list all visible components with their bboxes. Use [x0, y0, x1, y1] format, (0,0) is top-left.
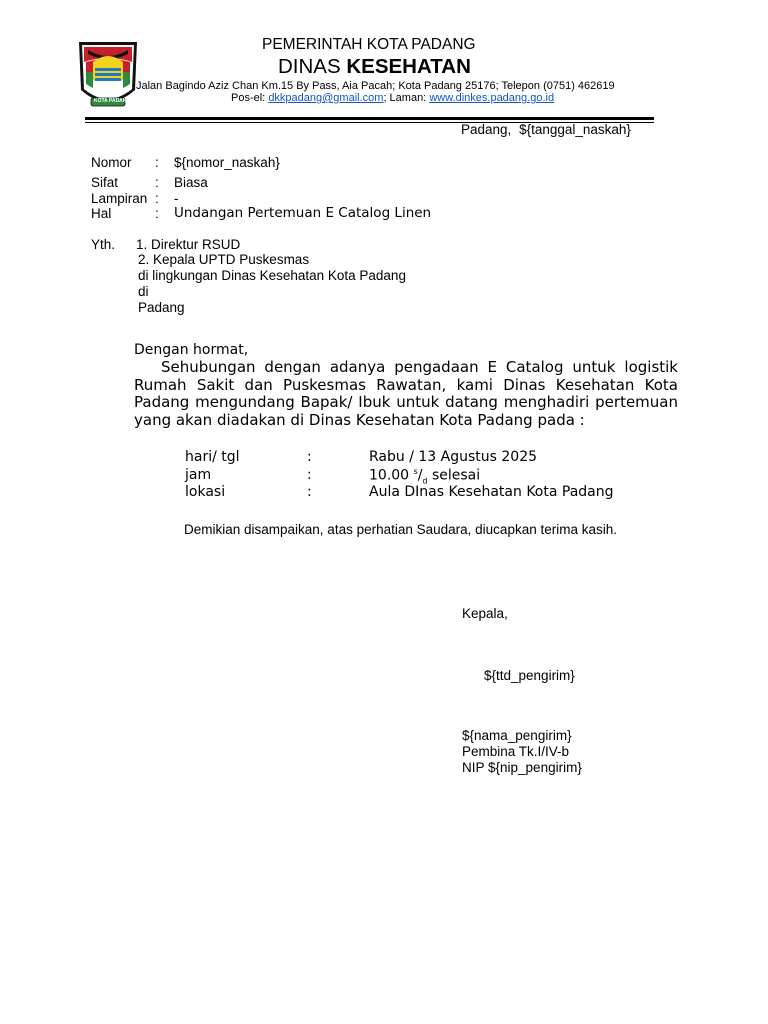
meta-label-lampiran: Lampiran [91, 191, 148, 206]
recipient-line-4: di [138, 284, 149, 299]
place: Padang, [461, 122, 512, 137]
city-emblem-logo [77, 40, 139, 112]
recipient-line-5: Padang [138, 300, 185, 315]
time-d-sub: d [422, 476, 428, 486]
meta-sep-lampiran: : [155, 191, 159, 206]
website-link[interactable]: www.dinkes.padang.go.id [429, 92, 555, 104]
meta-sep-sifat: : [155, 175, 159, 190]
email-link[interactable]: dkkpadang@gmail.com [268, 92, 384, 104]
schedule-value-location: Aula DInas Kesehatan Kota Padang [369, 484, 614, 500]
closing-sentence: Demikian disampaikan, atas perhatian Saudara, diucapkan terima kasih. [184, 522, 617, 537]
signer-name: ${nama_pengirim} [462, 728, 572, 743]
time-slash: / [417, 467, 423, 484]
time-end: selesai [427, 467, 481, 484]
meta-value-sifat: Biasa [174, 175, 208, 190]
greeting: Dengan hormat, [134, 342, 249, 358]
letterhead-divider-thick [85, 117, 654, 120]
signer-rank: Pembina Tk.I/IV-b [462, 744, 570, 759]
meta-value-hal: Undangan Pertemuan E Catalog Linen [174, 205, 432, 221]
recipient-line-3: di lingkungan Dinas Kesehatan Kota Padang [138, 268, 406, 283]
body-paragraph: Sehubungan dengan adanya pengadaan E Catalog untuk logistik Rumah Sakit dan Puskesmas Rawatan, kami Dinas Kesehatan Kota Padang mengundang Bapak/ Ibuk untuk datang menghadiri pertemuan yang akan diadakan di Dinas Kesehatan Kota Padang pada : [134, 358, 678, 429]
time-start: 10.00 [369, 467, 414, 484]
schedule-value-day: Rabu / 13 Agustus 2025 [369, 449, 538, 465]
schedule-sep-time: : [307, 467, 312, 483]
signature-ttd-placeholder: ${ttd_pengirim} [484, 668, 575, 683]
recipient-line-1: 1. Direktur RSUD [136, 237, 241, 252]
place-date [461, 122, 631, 137]
letterhead-agency-name [278, 55, 471, 79]
letterhead-government-name: PEMERINTAH KOTA PADANG [262, 36, 476, 53]
web-label: ; Laman: [383, 92, 427, 104]
date-placeholder: ${tanggal_naskah} [519, 122, 631, 137]
schedule-value-time [369, 467, 480, 485]
meta-label-nomor: Nomor [91, 155, 132, 170]
meta-label-sifat: Sifat [91, 175, 119, 190]
signer-nip: NIP ${nip_pengirim} [462, 760, 582, 775]
email-label: Pos-el: [231, 92, 266, 104]
letterhead-address: Jalan Bagindo Aziz Chan Km.15 By Pass, Aia Pacah; Kota Padang 25176; Telepon (0751) 462619 [136, 80, 615, 92]
agency-name-part1: DINAS [278, 55, 341, 78]
signature-title: Kepala, [462, 606, 508, 621]
schedule-label-day: hari/ tgl [185, 449, 240, 465]
schedule-label-time: jam [185, 467, 212, 483]
time-s-sup: s [413, 467, 418, 476]
agency-name-part2: KESEHATAN [346, 55, 471, 78]
logo-banner-text: KOTA PADANG [94, 98, 131, 104]
meta-label-hal: Hal [91, 206, 112, 221]
schedule-sep-day: : [307, 449, 312, 465]
recipient-label: Yth. [91, 237, 116, 252]
letterhead-contact [231, 92, 554, 104]
meta-sep-nomor: : [155, 155, 159, 170]
schedule-sep-location: : [307, 484, 312, 500]
recipient-line-2: 2. Kepala UPTD Puskesmas [138, 252, 310, 267]
meta-sep-hal: : [155, 206, 159, 221]
meta-value-nomor: ${nomor_naskah} [174, 155, 280, 170]
meta-value-lampiran: - [174, 191, 179, 206]
schedule-label-location: lokasi [185, 484, 226, 500]
